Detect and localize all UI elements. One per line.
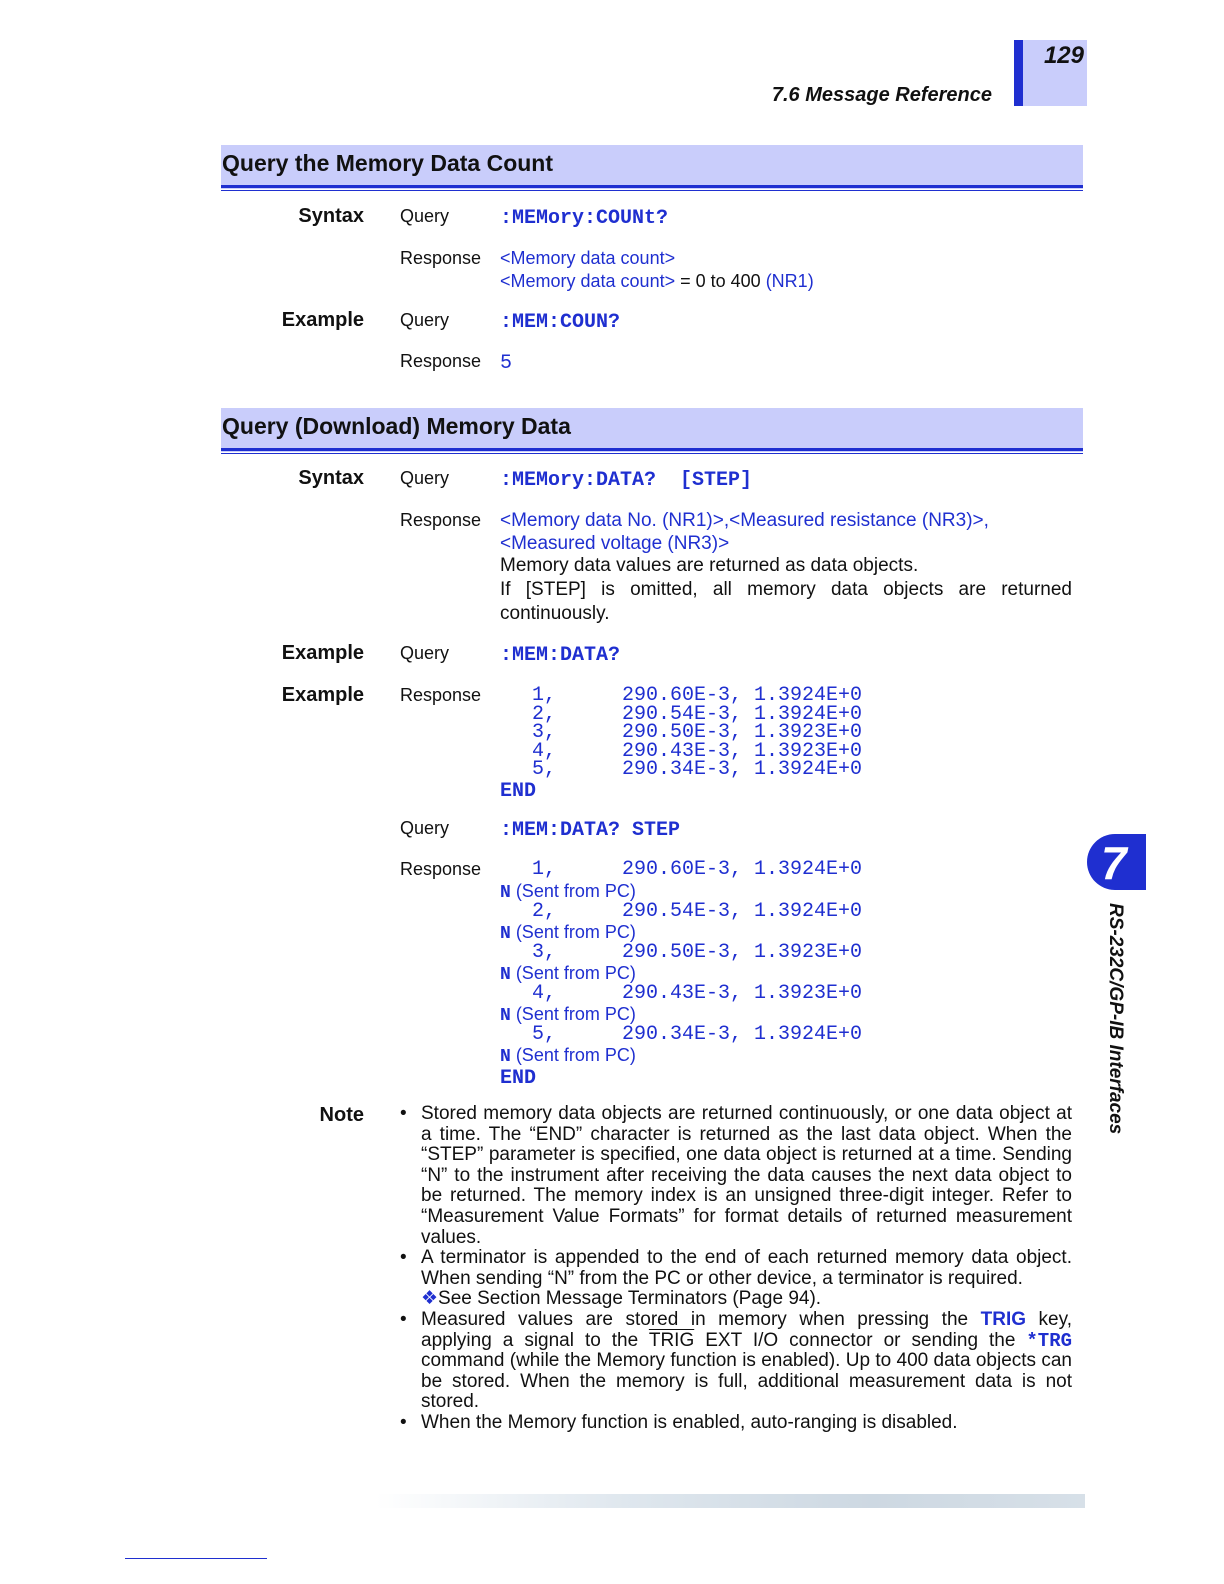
range-format: (NR1) [765,271,814,291]
step-row-2: 2, 290.54E-3, 1.3924E+0 [531,900,862,923]
trg-command: *TRG [1026,1329,1073,1352]
section-rule-thin [221,453,1083,454]
note-list [400,1104,1072,1434]
step-sent-line: N (Sent from PC) [500,1045,636,1067]
query-label: Query [400,643,450,663]
note-label: Note [319,1104,364,1126]
note-item: • When the Memory function is enabled, auto-ranging is disabled. [400,1411,958,1433]
step-row-3: 3, 290.50E-3, 1.3923E+0 [531,941,862,964]
footer-gradient-bar [376,1494,1085,1508]
step-row-5: 5, 290.34E-3, 1.3924E+0 [531,1023,862,1046]
table-row: 4, 290.43E-3, 1.3923E+0 [531,739,862,763]
section-rule-thin [221,190,1083,191]
response-label: Response [400,351,482,371]
response-label: Response [400,510,482,530]
syntax-query-command: :MEMory:COUNt? [500,207,669,230]
query-label: Query [400,206,450,226]
section-title: Query (Download) Memory Data [222,413,571,439]
chapter-number: 7 [1101,837,1127,889]
syntax-label: Syntax [298,467,364,489]
section-heading-memory-data [221,408,1083,452]
table-row: 1, 290.60E-3, 1.3924E+0 [531,684,862,707]
note-item: • A terminator is appended to the end of each returned memory data object. When sending “N” from the PC or other device, a terminator is required. ❖See Section Message Terminators (Page 94). [400,1247,1072,1310]
query-label: Query [400,818,450,838]
query-label: Query [400,310,450,330]
step-query-command: :MEM:DATA? STEP [500,819,681,842]
chapter-title-vertical: RS-232C/GP-IB Interfaces [1105,903,1126,1135]
page-number-accent-bar [1014,40,1023,106]
trig-key-name: TRIG [980,1308,1027,1330]
end-marker: END [500,780,537,803]
page-number: 129 [1043,42,1084,69]
memory-data-table [500,684,862,781]
step-row-1: 1, 290.60E-3, 1.3924E+0 [531,858,862,881]
table-row: 3, 290.50E-3, 1.3923E+0 [531,721,862,744]
table-row: 2, 290.54E-3, 1.3924E+0 [531,702,862,726]
range-text: = 0 to 400 [675,271,766,291]
example-label: Example [281,309,364,331]
step-row-4: 4, 290.43E-3, 1.3923E+0 [531,982,862,1005]
note-item: • Stored memory data objects are returned continuously, or one data object at a time. The “END” character is returned as the last data object. When the “STEP” parameter is specified, one data object is returned at a time. Sending “N” to the instrument after receiving the data causes the next data object to be returned. The memory index is an unsigned three-digit integer. Refer to “Measurement Value Formats” for format details of returned measurement values. [400,1103,1072,1248]
step-sent-line: N (Sent from PC) [500,1004,636,1026]
response-description: Memory data values are returned as data objects. [500,555,919,576]
note-item: • Measured values are stored in memory when pressing the TRIG key, applying a signal to the TRIG EXT I/O connector or sending the *TRG command (while the Memory function is enabled). Up to 400 data objects can be stored. When the memory is full, additional measurement data is not stored. [400,1308,1073,1413]
syntax-response: <Memory data No. (NR1)>,<Measured resistance (NR3)>,<Measured voltage (NR3)> [500,510,989,554]
example-label: Example [281,642,364,664]
syntax-query-command: :MEMory:DATA? [STEP] [500,469,753,492]
example-response-value: 5 [500,352,513,375]
section-rule [221,448,1083,451]
example-query-command: :MEM:DATA? [500,644,621,667]
range-param: <Memory data count> [500,271,676,291]
section-heading-memory-count [221,145,1083,189]
reference-mark-icon: ❖ [421,1288,439,1310]
footer-rule [125,1558,267,1559]
query-label: Query [400,468,450,488]
section-rule [221,185,1083,188]
step-sent-line: N (Sent from PC) [500,963,636,985]
syntax-response: <Memory data count> [500,248,676,268]
step-sent-line: N (Sent from PC) [500,881,636,903]
example-query-command: :MEM:COUN? [500,311,621,334]
section-title: Query the Memory Data Count [222,150,553,176]
section-reference: See Section Message Terminators (Page 94). [438,1288,822,1310]
response-label: Response [400,685,482,705]
step-sent-line: N (Sent from PC) [500,922,636,944]
end-marker: END [500,1067,537,1090]
table-row: 5, 290.34E-3, 1.3924E+0 [531,758,862,781]
step-description: If [STEP] is omitted, all memory data objects are returned continuously. [500,579,1072,624]
trig-signal: TRIG [648,1329,695,1351]
syntax-label: Syntax [298,205,364,227]
running-header: 7.6 Message Reference [771,84,992,106]
response-label: Response [400,248,482,268]
response-range [500,271,814,292]
response-label: Response [400,859,482,879]
example-label: Example [281,684,364,706]
